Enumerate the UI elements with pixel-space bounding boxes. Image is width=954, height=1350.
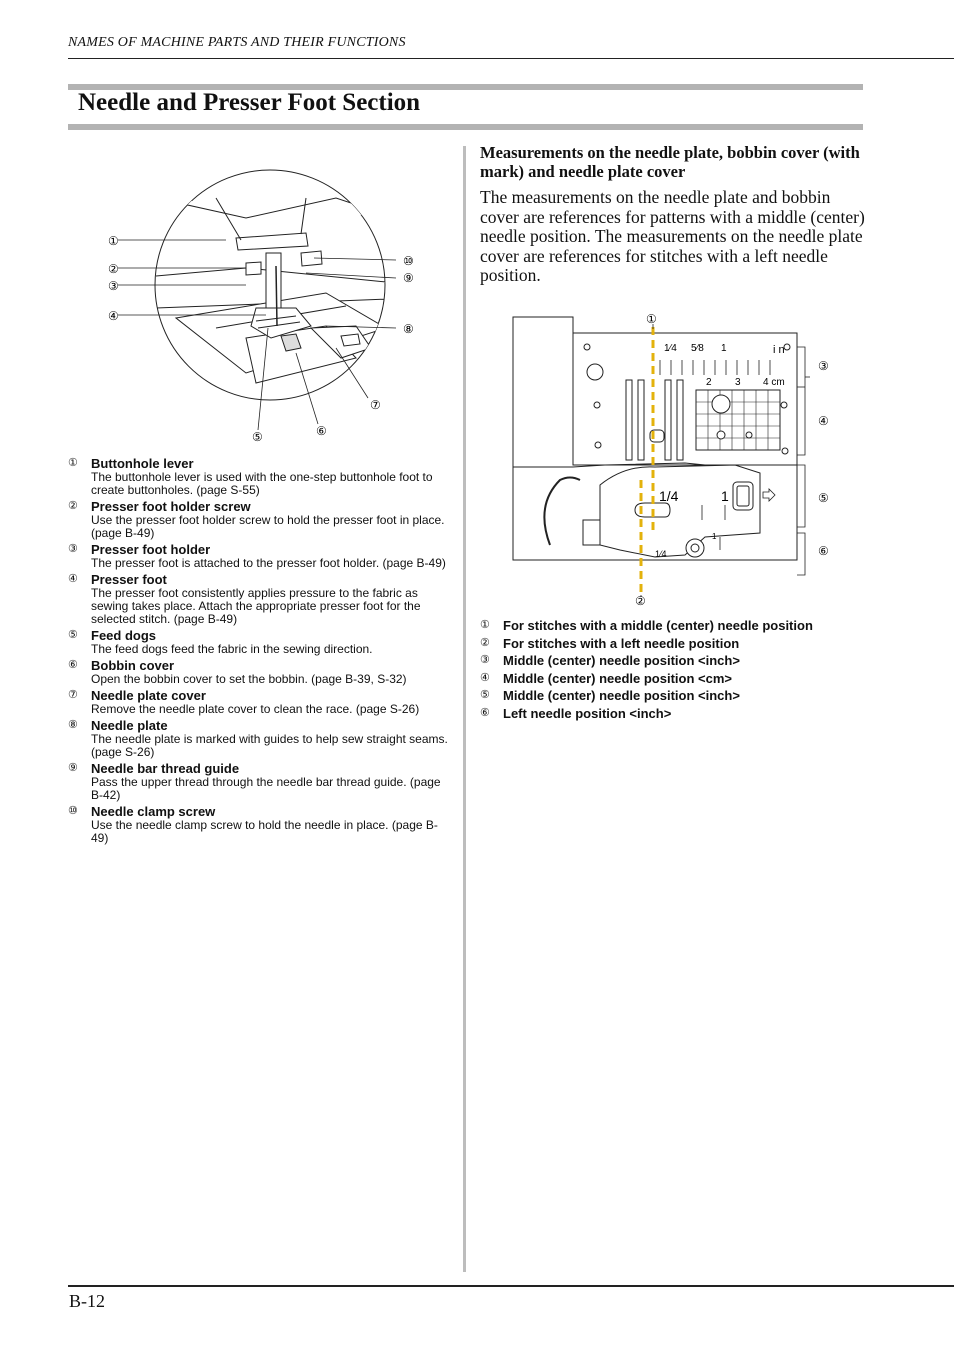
- cm-mark: 2: [706, 377, 712, 388]
- item-number: ④: [480, 671, 490, 684]
- item-description: Pass the upper thread through the needle bar thread guide. (page B-42): [91, 775, 441, 802]
- list-item: [68, 688, 453, 716]
- plate-callout-3: ③: [818, 359, 829, 373]
- item-number: ①: [68, 457, 78, 469]
- callout-2: ②: [108, 262, 119, 276]
- column-divider: [463, 146, 466, 1272]
- item-number: ②: [480, 636, 490, 649]
- cover-mark: 1/4: [659, 488, 679, 504]
- item-description: Use the needle clamp screw to hold the needle in place. (page B-49): [91, 818, 438, 845]
- item-label: Presser foot holder: [91, 542, 211, 557]
- inch-mark: 1⁄4: [664, 343, 677, 354]
- plate-callout-6: ⑥: [818, 544, 829, 558]
- item-number: ⑥: [68, 659, 78, 671]
- item-label: Middle (center) needle position <inch>: [503, 653, 740, 669]
- list-item: [480, 617, 880, 635]
- item-number: ⑩: [68, 805, 78, 817]
- list-item: [480, 635, 880, 653]
- running-head: NAMES OF MACHINE PARTS AND THEIR FUNCTIONS: [68, 35, 406, 50]
- item-description: Use the presser foot holder screw to hold the presser foot in place. (page B-49): [91, 513, 445, 540]
- item-label: Middle (center) needle position <cm>: [503, 670, 732, 686]
- inch-unit: i n: [773, 344, 785, 356]
- arrow-right-icon: [763, 489, 775, 501]
- list-item: [480, 705, 880, 723]
- item-description: The presser foot consistently applies pressure to the fabric as sewing takes place. Attach the appropriate presser foot for the selected stitch. (page B-49): [91, 586, 421, 626]
- callout-10: ⑩: [403, 254, 414, 268]
- list-item: [68, 542, 453, 570]
- item-label: For stitches with a middle (center) needle position: [503, 618, 813, 633]
- item-number: ②: [68, 500, 78, 512]
- item-label: Presser foot holder screw: [91, 499, 251, 514]
- item-description: The needle plate is marked with guides to help sew straight seams. (page S-26): [91, 732, 448, 759]
- item-number: ④: [68, 573, 78, 585]
- item-label: For stitches with a left needle position: [503, 635, 740, 651]
- callout-4: ④: [108, 309, 119, 323]
- list-item: [68, 658, 453, 686]
- cm-mark: 3: [735, 377, 741, 388]
- item-number: ⑤: [480, 689, 490, 702]
- measurements-list: [480, 617, 880, 723]
- list-item: [480, 687, 880, 705]
- title-bar-bottom: [68, 124, 863, 130]
- cover-mark: 1: [721, 488, 729, 504]
- item-number: ③: [480, 654, 490, 667]
- needle-plate-illustration: [505, 305, 840, 610]
- item-label: Needle plate: [91, 718, 168, 733]
- list-item: [480, 652, 880, 670]
- callout-6: ⑥: [316, 424, 327, 438]
- page-number: B-12: [69, 1291, 105, 1311]
- list-item: [68, 804, 453, 845]
- footer-rule: [68, 1285, 954, 1287]
- item-label: Left needle position <inch>: [503, 705, 672, 721]
- item-description: The feed dogs feed the fabric in the sewing direction.: [91, 642, 373, 656]
- item-label: Needle bar thread guide: [91, 761, 240, 776]
- cover-small-mark: 1: [712, 532, 717, 541]
- measurements-body: The measurements on the needle plate and bobbin cover are references for patterns with a middle (center) needle position. The measurements on the needle plate cover are references for stitches with a left needle position.: [480, 187, 865, 285]
- callout-9: ⑨: [403, 271, 414, 285]
- callout-7: ⑦: [370, 398, 381, 412]
- item-number: ⑤: [68, 629, 78, 641]
- item-label: Needle clamp screw: [91, 804, 216, 819]
- page-title: Needle and Presser Foot Section: [78, 89, 421, 116]
- item-description: Remove the needle plate cover to clean the race. (page S-26): [91, 702, 420, 716]
- list-item: [68, 499, 453, 540]
- item-description: The presser foot is attached to the presser foot holder. (page B-49): [91, 556, 446, 570]
- cm-unit: 4 cm: [763, 377, 785, 388]
- list-item: [68, 761, 453, 802]
- list-item: [68, 718, 453, 759]
- plate-callout-4: ④: [818, 414, 829, 428]
- callout-5: ⑤: [252, 430, 263, 444]
- callout-1: ①: [108, 234, 119, 248]
- parts-list: [68, 456, 453, 847]
- item-number: ③: [68, 543, 78, 555]
- header-rule: [68, 58, 954, 59]
- measurements-heading: Measurements on the needle plate, bobbin cover (with mark) and needle plate cover: [480, 143, 860, 181]
- list-item: [68, 456, 453, 497]
- list-item: [68, 572, 453, 626]
- callout-3: ③: [108, 279, 119, 293]
- plate-callout-2: ②: [635, 594, 646, 608]
- item-label: Feed dogs: [91, 628, 157, 643]
- plate-callout-1: ①: [646, 312, 657, 326]
- item-label: Middle (center) needle position <inch>: [503, 688, 740, 704]
- item-number: ⑨: [68, 762, 78, 774]
- list-item: [68, 628, 453, 656]
- item-number: ⑥: [480, 706, 490, 719]
- item-number: ①: [480, 619, 490, 631]
- item-label: Presser foot: [91, 572, 167, 587]
- item-label: Bobbin cover: [91, 658, 175, 673]
- item-label: Buttonhole lever: [91, 456, 194, 471]
- callout-8: ⑧: [403, 322, 414, 336]
- needle-section-illustration: [96, 158, 426, 448]
- item-number: ⑧: [68, 719, 78, 731]
- item-description: Open the bobbin cover to set the bobbin. (page B-39, S-32): [91, 672, 407, 686]
- list-item: [480, 670, 880, 688]
- item-number: ⑦: [68, 689, 78, 701]
- cover-small-mark: 1⁄4: [655, 549, 667, 559]
- item-description: The buttonhole lever is used with the one-step buttonhole foot to create buttonholes. (page S-55): [91, 470, 433, 497]
- inch-mark: 5⁄8: [691, 343, 704, 354]
- plate-callout-5: ⑤: [818, 491, 829, 505]
- inch-mark: 1: [721, 343, 727, 354]
- item-label: Needle plate cover: [91, 688, 206, 703]
